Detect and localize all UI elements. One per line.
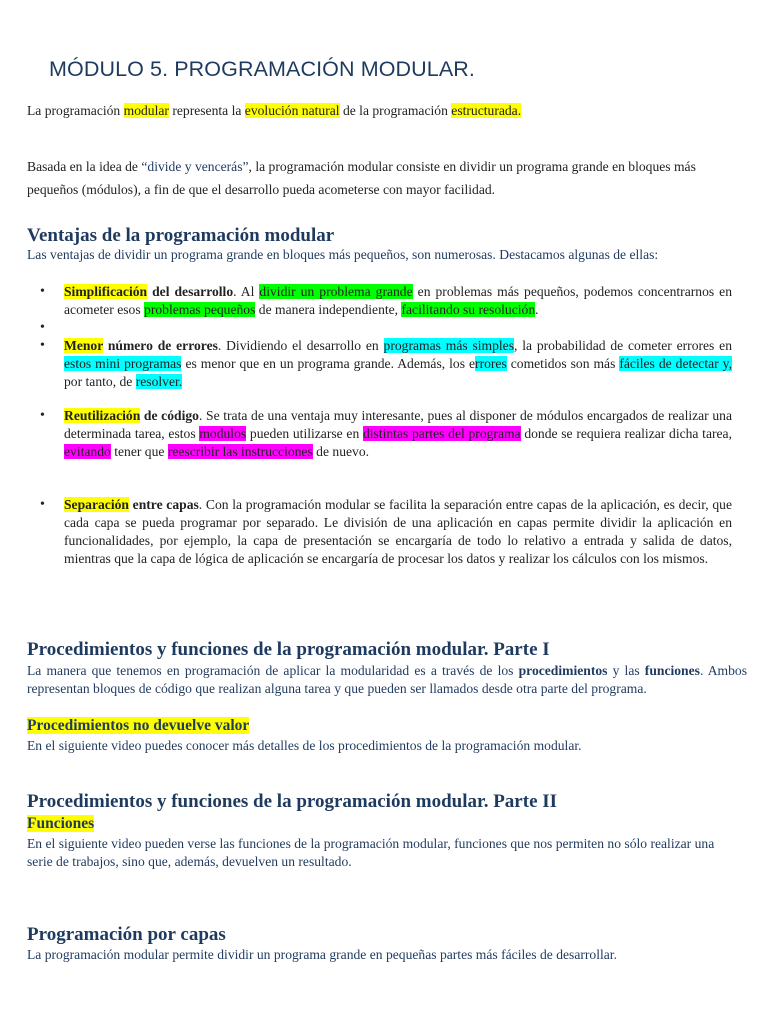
item2-text-3: es menor que en un programa grande. Además, los e bbox=[181, 356, 476, 371]
bullet-4: • bbox=[40, 497, 45, 512]
list-item-separacion bbox=[64, 496, 732, 568]
capas-heading: Programación por capas bbox=[27, 924, 226, 945]
capas-paragraph: La programación modular permite dividir un programa grande en pequeñas partes más fáciles de desarrollar. bbox=[27, 947, 617, 962]
highlight-resolver: resolver. bbox=[135, 374, 183, 389]
highlight-reescribir: reescribir las instrucciones bbox=[167, 444, 313, 459]
subheading-procedimientos: Procedimientos no devuelve valor bbox=[27, 717, 250, 734]
subheading-funciones: Funciones bbox=[27, 815, 95, 832]
bullet-1: • bbox=[40, 284, 45, 299]
item2-text-5: por tanto, de bbox=[64, 374, 136, 389]
item3-text-1: . Se trata de una ventaja muy interesante, pues al disponer de módulos encargados de realizar una determinada tarea, estos bbox=[64, 408, 732, 441]
item3-text-2: pueden utilizarse en bbox=[246, 426, 363, 441]
highlight-modular: modular bbox=[123, 103, 169, 118]
list-item-menor-errores bbox=[64, 337, 732, 391]
item2-text-4: cometidos son más bbox=[506, 356, 620, 371]
bullet-empty: • bbox=[40, 320, 45, 335]
basada-quote: “divide y vencerás” bbox=[141, 159, 249, 174]
item3-text-3: donde se requiera realizar dicha tarea, bbox=[520, 426, 732, 441]
parte2-subheading bbox=[27, 815, 94, 833]
page-title: MÓDULO 5. PROGRAMACIÓN MODULAR. bbox=[49, 57, 475, 81]
basada-text-2: , la programación modular consiste en dividir un programa grande en bloques más pequeños (módulos), a fin de que el desarrollo pueda acometerse con mayor facilidad. bbox=[27, 159, 696, 197]
item2-text-1: . Dividiendo el desarrollo en bbox=[217, 338, 384, 353]
list-item-simplificacion bbox=[64, 283, 732, 319]
intro-text-3: de la programación bbox=[339, 103, 452, 118]
keyword-menor: Menor bbox=[64, 338, 104, 353]
highlight-faciles-detectar: fáciles de detectar y, bbox=[619, 356, 732, 371]
highlight-evitando: evitando bbox=[64, 444, 111, 459]
parte1-paragraph bbox=[27, 662, 747, 698]
parte1-heading: Procedimientos y funciones de la programación modular. Parte I bbox=[27, 639, 550, 660]
keyword-de-codigo: de código bbox=[140, 408, 199, 423]
item1-text-4: . bbox=[535, 302, 539, 317]
highlight-estructurada: estructurada. bbox=[451, 103, 522, 118]
item3-text-5: de nuevo. bbox=[312, 444, 370, 459]
highlight-facilitando: facilitando su resolución bbox=[401, 302, 536, 317]
highlight-mini-programas: estos mini programas bbox=[64, 356, 182, 371]
parte1-subheading bbox=[27, 717, 249, 735]
keyword-funciones: funciones bbox=[644, 663, 700, 678]
keyword-numero-errores: número de errores bbox=[103, 338, 218, 353]
item2-text-2: , la probabilidad de cometer errores en bbox=[514, 338, 732, 353]
item3-text-4: tener que bbox=[110, 444, 168, 459]
parte1-text-2: y las bbox=[607, 663, 645, 678]
ventajas-heading: Ventajas de la programación modular bbox=[27, 225, 335, 246]
parte2-paragraph: En el siguiente video pueden verse las funciones de la programación modular, funciones que nos permiten no sólo realizar una serie de trabajos, sino que, además, devuelven un resultado. bbox=[27, 836, 715, 869]
item1-text-2: en problemas más pequeños, podemos concentrarnos en acometer esos bbox=[64, 284, 732, 317]
parte1-text-3: . Ambos representan bloques de código que realizan alguna tarea y que pueden ser llamados desde otra parte del programa. bbox=[27, 663, 748, 696]
highlight-modulos: modulos bbox=[199, 426, 247, 441]
basada-text-1: Basada en la idea de bbox=[27, 159, 142, 174]
keyword-reutilizacion: Reutilización bbox=[64, 408, 141, 423]
highlight-distintas-partes: distintas partes del programa bbox=[362, 426, 521, 441]
keyword-del-desarrollo: del desarrollo bbox=[147, 284, 234, 299]
highlight-problemas-pequenos: problemas pequeños bbox=[144, 302, 256, 317]
bullet-3: • bbox=[40, 408, 45, 423]
intro-text-2: representa la bbox=[168, 103, 245, 118]
highlight-evolucion-natural: evolución natural bbox=[244, 103, 340, 118]
item4-text-1: . Con la programación modular se facilita la separación entre capas de la aplicación, es decir, que cada capa se pueda programar por separado. Le división de una aplicación en capas permite dividir la aplicación en funcionalidades, por ejemplo, la capa de presentación se encargaría de todo lo relativo a entrada y salida de datos, mientras que la capa de lógica de aplicación se encargaría de procesar los datos y realizar los cálculos con los mismos. bbox=[64, 497, 732, 566]
item1-text-3: de manera independiente, bbox=[255, 302, 402, 317]
highlight-programas-simples: programas más simples bbox=[383, 338, 514, 353]
keyword-procedimientos: procedimientos bbox=[518, 663, 608, 678]
parte1-video-text: En el siguiente video puedes conocer más detalles de los procedimientos de la programación modular. bbox=[27, 738, 582, 753]
list-item-reutilizacion bbox=[64, 407, 732, 461]
ventajas-intro: Las ventajas de dividir un programa grande en bloques más pequeños, son numerosas. Destacamos algunas de ellas: bbox=[27, 247, 659, 262]
parte2-heading: Procedimientos y funciones de la programación modular. Parte II bbox=[27, 791, 558, 812]
highlight-dividir-problema: dividir un problema grande bbox=[259, 284, 413, 299]
basada-paragraph bbox=[27, 155, 749, 201]
highlight-rrores: rrores bbox=[475, 356, 507, 371]
keyword-simplificacion: Simplificación bbox=[64, 284, 148, 299]
parte1-text-1: La manera que tenemos en programación de aplicar la modularidad es a través de los bbox=[27, 663, 519, 678]
keyword-entre-capas: entre capas bbox=[128, 497, 199, 512]
item1-text-1: . Al bbox=[233, 284, 260, 299]
keyword-separacion: Separación bbox=[64, 497, 129, 512]
intro-text-1: La programación bbox=[27, 103, 124, 118]
bullet-2: • bbox=[40, 338, 45, 353]
intro-paragraph bbox=[27, 102, 745, 120]
